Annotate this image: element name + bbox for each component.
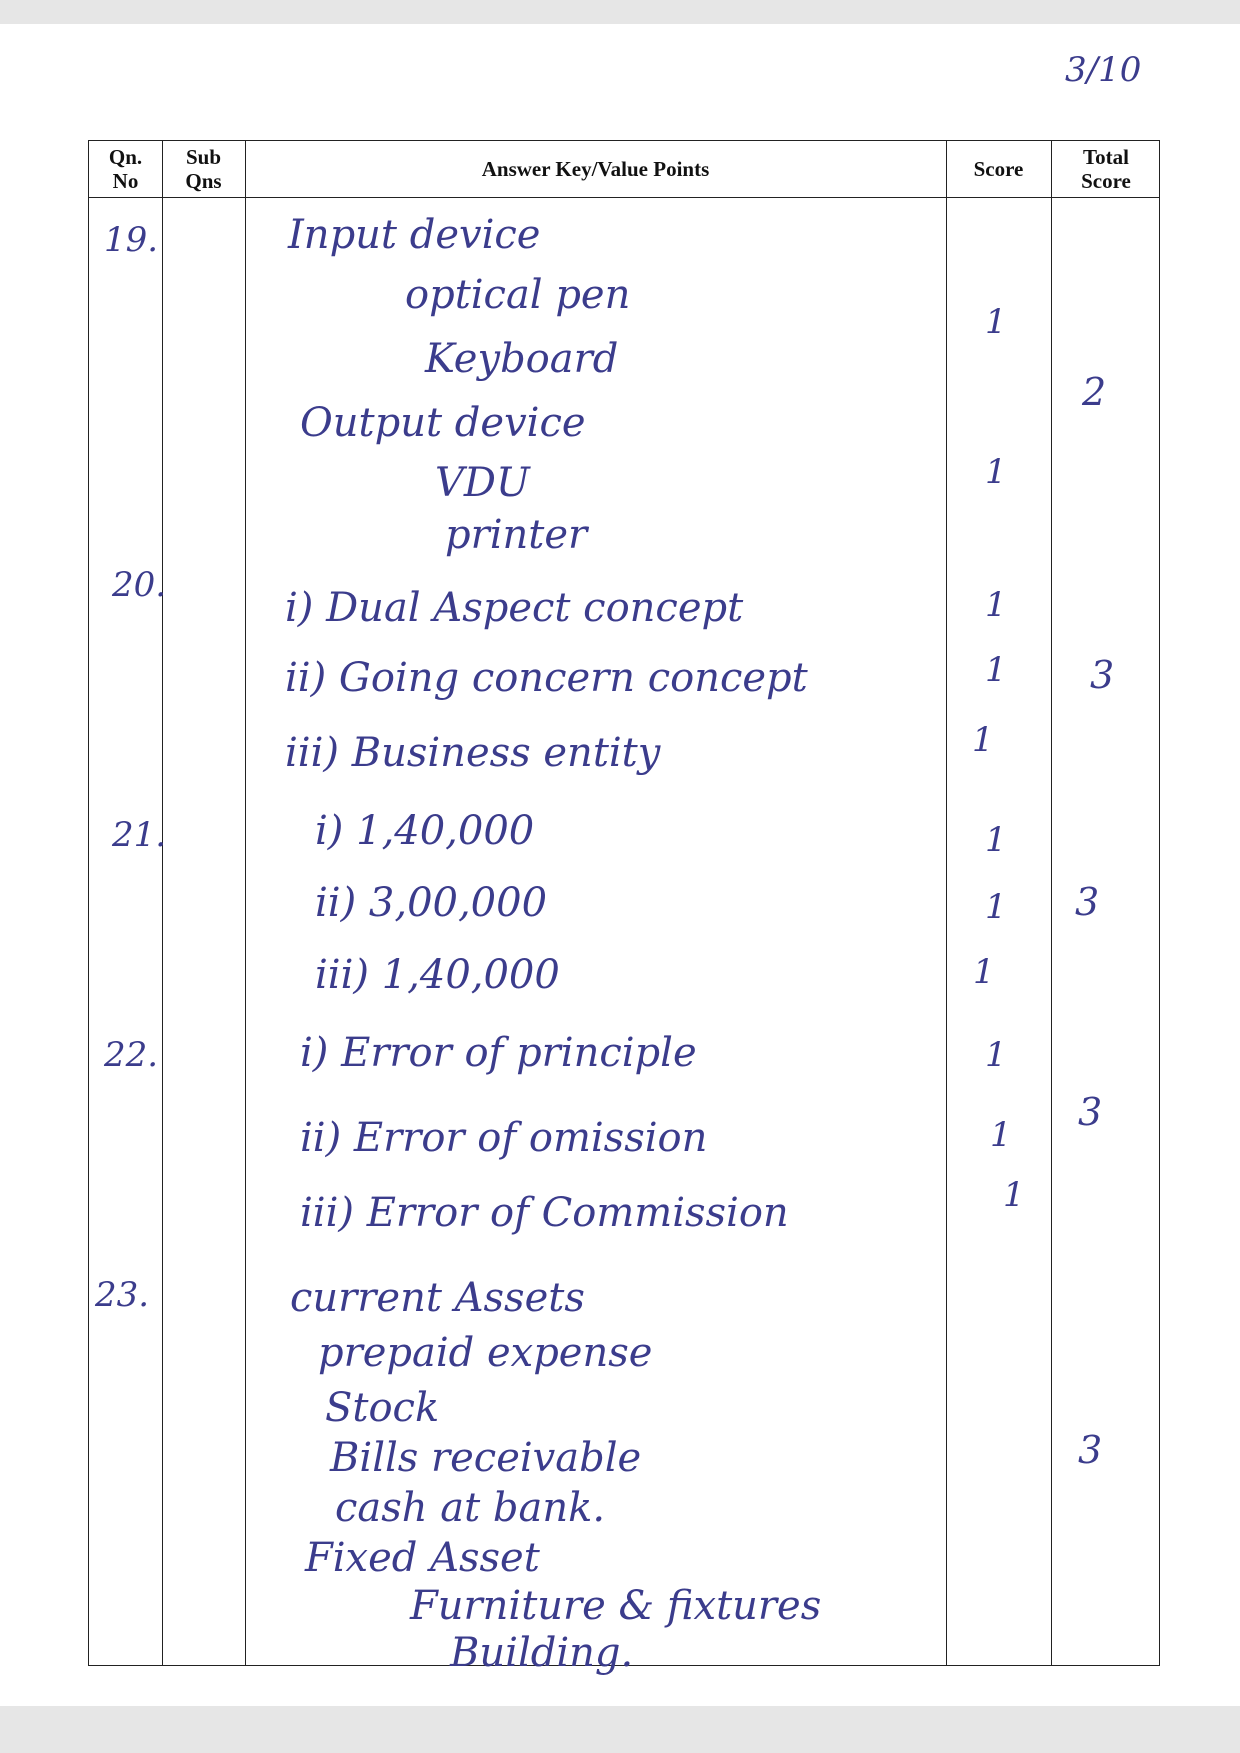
- line-score: 1: [973, 952, 995, 992]
- column-divider: [245, 141, 246, 1665]
- total-score: 3: [1078, 1090, 1103, 1134]
- answer-line: ii) Error of omission: [300, 1115, 708, 1161]
- answer-line: Bills receivable: [330, 1435, 642, 1481]
- answer-line: iii) Business entity: [285, 730, 661, 776]
- question-number: 19.: [104, 220, 159, 260]
- answer-line: Keyboard: [425, 336, 619, 382]
- answer-line: Furniture & fixtures: [410, 1583, 822, 1629]
- answer-line: ii) Going concern concept: [285, 655, 808, 701]
- line-score: 1: [985, 1035, 1007, 1075]
- answer-line: Output device: [300, 400, 586, 446]
- header-answer-key: Answer Key/Value Points: [481, 157, 710, 181]
- scan-bottom-band: [0, 1706, 1240, 1753]
- column-divider: [162, 141, 163, 1665]
- answer-line: i) Error of principle: [300, 1030, 697, 1076]
- page-mark: 3/10: [1065, 50, 1142, 90]
- line-score: 1: [1003, 1175, 1025, 1215]
- scan-top-band: [0, 0, 1240, 24]
- column-divider: [946, 141, 947, 1665]
- total-score: 2: [1082, 370, 1107, 414]
- total-score: 3: [1090, 653, 1115, 697]
- header-divider: [89, 197, 1159, 198]
- answer-line: i) Dual Aspect concept: [285, 585, 744, 631]
- question-number: 20.: [112, 565, 167, 605]
- column-divider: [1051, 141, 1052, 1665]
- line-score: 1: [972, 720, 994, 760]
- header-sub-qns: Sub Qns: [185, 145, 222, 193]
- line-score: 1: [985, 452, 1007, 492]
- answer-line: iii) Error of Commission: [300, 1190, 789, 1236]
- question-number: 22.: [104, 1035, 159, 1075]
- header-total-score: Total Score: [1081, 145, 1131, 193]
- answer-line: Input device: [288, 212, 541, 258]
- line-score: 1: [985, 887, 1007, 927]
- line-score: 1: [985, 302, 1007, 342]
- answer-line: printer: [445, 512, 588, 558]
- line-score: 1: [985, 585, 1007, 625]
- answer-line: optical pen: [405, 272, 631, 318]
- header-qn-no: Qn. No: [108, 145, 143, 193]
- line-score: 1: [985, 820, 1007, 860]
- answer-line: Building.: [450, 1630, 634, 1676]
- answer-line: Stock: [325, 1385, 440, 1431]
- header-score: Score: [973, 157, 1024, 181]
- line-score: 1: [990, 1115, 1012, 1155]
- answer-line: Fixed Asset: [305, 1535, 540, 1581]
- answer-line: prepaid expense: [318, 1330, 653, 1376]
- answer-line: VDU: [435, 460, 530, 506]
- answer-line: current Assets: [290, 1275, 585, 1321]
- question-number: 21.: [112, 815, 167, 855]
- answer-line: cash at bank.: [335, 1485, 606, 1531]
- line-score: 1: [985, 650, 1007, 690]
- answer-line: i) 1,40,000: [315, 808, 535, 854]
- total-score: 3: [1078, 1428, 1103, 1472]
- total-score: 3: [1075, 880, 1100, 924]
- answer-line: ii) 3,00,000: [315, 880, 548, 926]
- question-number: 23.: [95, 1275, 150, 1315]
- answer-line: iii) 1,40,000: [315, 952, 560, 998]
